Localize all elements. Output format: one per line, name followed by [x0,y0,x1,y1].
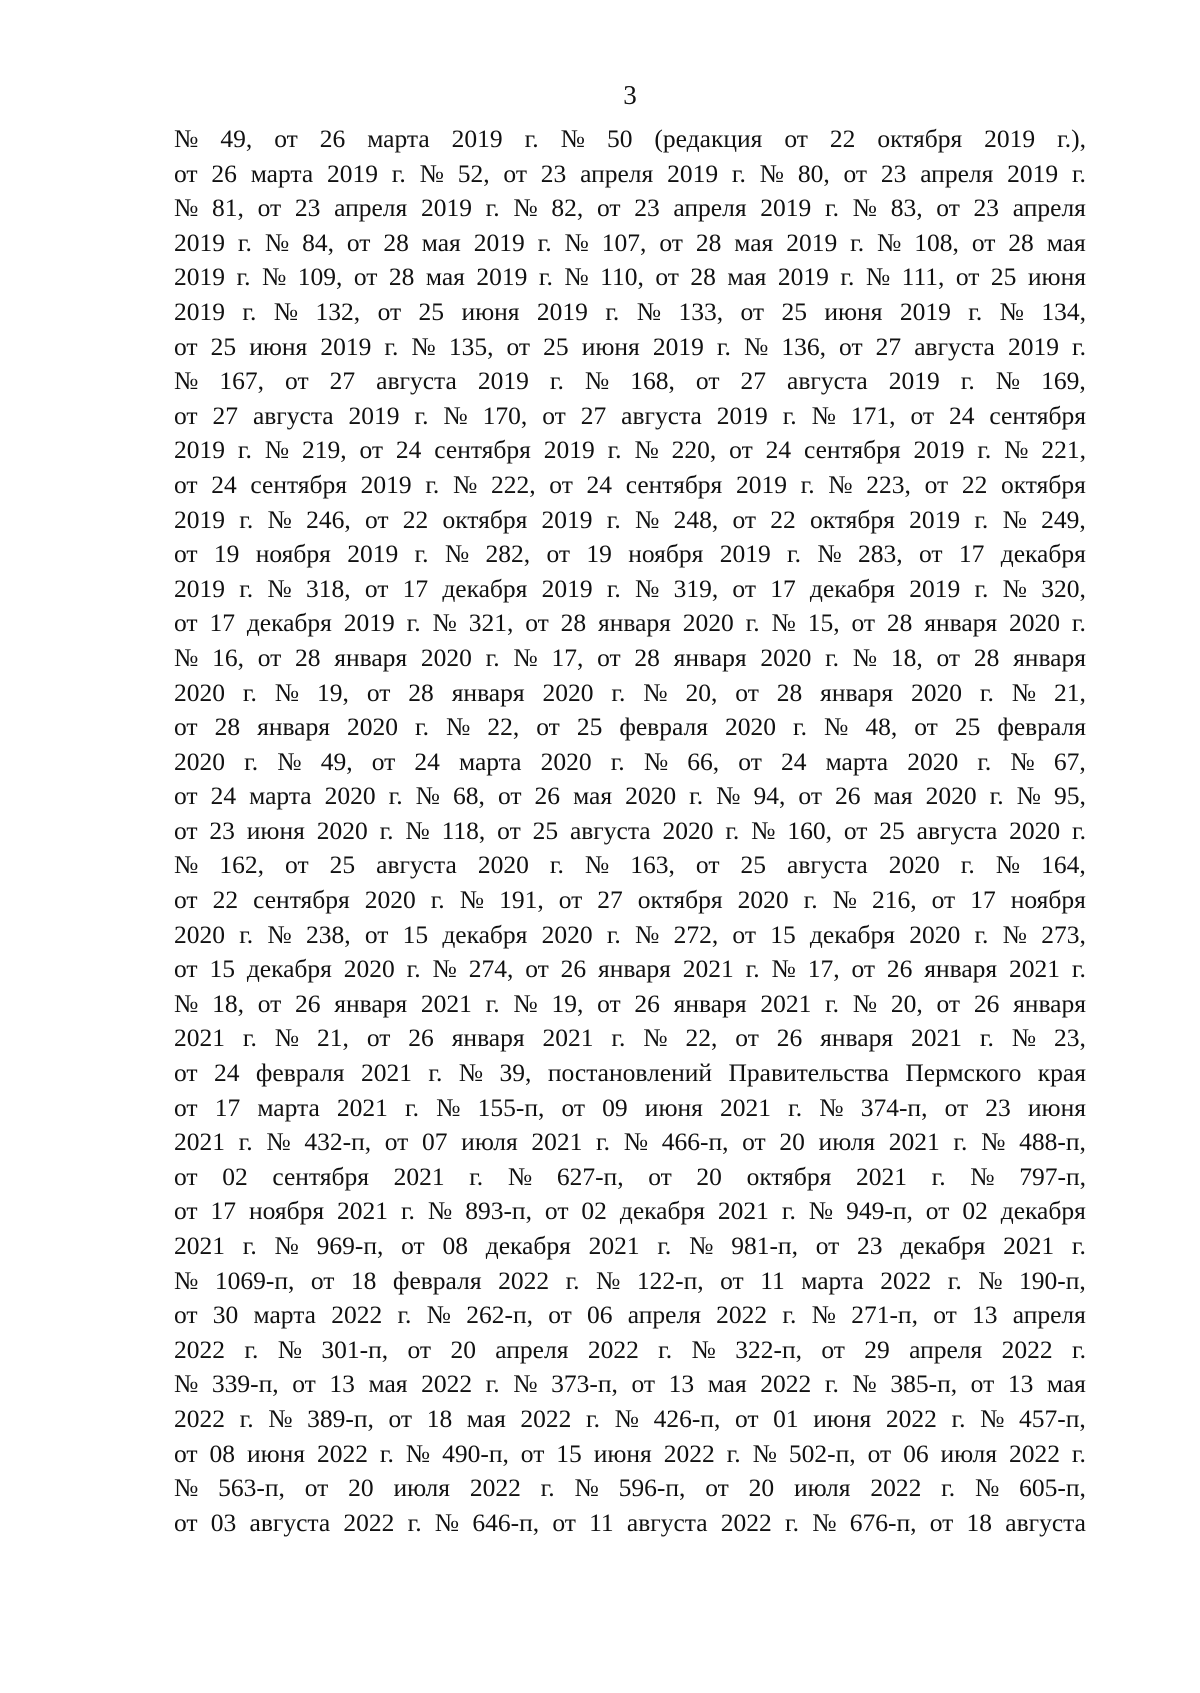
text-line: от 30 марта 2022 г. № 262-п, от 06 апреля 2022 г. № 271-п, от 13 апреля [174,1300,1086,1330]
text-line: № 1069-п, от 18 февраля 2022 г. № 122-п, от 11 марта 2022 г. № 190-п, [174,1265,1086,1295]
text-line: от 03 августа 2022 г. № 646-п, от 11 августа 2022 г. № 676-п, от 18 августа [174,1507,1086,1537]
text-line: № 162, от 25 августа 2020 г. № 163, от 25 августа 2020 г. № 164, [174,850,1086,880]
text-line: от 25 июня 2019 г. № 135, от 25 июня 2019 г. № 136, от 27 августа 2019 г. [174,331,1086,361]
text-line: 2021 г. № 969-п, от 08 декабря 2021 г. № 981-п, от 23 декабря 2021 г. [174,1231,1086,1260]
text-line: № 167, от 27 августа 2019 г. № 168, от 27 августа 2019 г. № 169, [174,366,1086,396]
text-line: от 15 декабря 2020 г. № 274, от 26 января 2021 г. № 17, от 26 января 2021 г. [174,954,1086,984]
text-line: от 27 августа 2019 г. № 170, от 27 августа 2019 г. № 171, от 24 сентября [174,400,1086,430]
text-line: № 81, от 23 апреля 2019 г. № 82, от 23 апреля 2019 г. № 83, от 23 апреля [174,193,1086,223]
text-line: от 28 января 2020 г. № 22, от 25 февраля 2020 г. № 48, от 25 февраля [174,712,1086,742]
text-line: от 17 марта 2021 г. № 155-п, от 09 июня 2021 г. № 374-п, от 23 июня [174,1092,1086,1122]
text-line: 2019 г. № 109, от 28 мая 2019 г. № 110, от 28 мая 2019 г. № 111, от 25 июня [174,262,1086,292]
text-line: 2019 г. № 132, от 25 июня 2019 г. № 133, от 25 июня 2019 г. № 134, [174,296,1086,326]
text-line: от 19 ноября 2019 г. № 282, от 19 ноября 2019 г. № 283, от 17 декабря [174,539,1086,569]
body-text [174,122,1086,1540]
text-line: 2019 г. № 246, от 22 октября 2019 г. № 248, от 22 октября 2019 г. № 249, [174,504,1086,534]
text-line: 2022 г. № 389-п, от 18 мая 2022 г. № 426-п, от 01 июня 2022 г. № 457-п, [174,1403,1086,1433]
text-line: 2020 г. № 49, от 24 марта 2020 г. № 66, от 24 марта 2020 г. № 67, [174,746,1086,776]
text-line: № 49, от 26 марта 2019 г. № 50 (редакция от 22 октября 2019 г.), [174,124,1086,153]
text-line: 2021 г. № 21, от 26 января 2021 г. № 22, от 26 января 2021 г. № 23, [174,1023,1086,1053]
text-line: 2019 г. № 84, от 28 мая 2019 г. № 107, от 28 мая 2019 г. № 108, от 28 мая [174,227,1086,257]
text-line: от 17 декабря 2019 г. № 321, от 28 января 2020 г. № 15, от 28 января 2020 г. [174,608,1086,638]
text-line: № 563-п, от 20 июля 2022 г. № 596-п, от 20 июля 2022 г. № 605-п, [174,1473,1086,1503]
text-line: от 22 сентября 2020 г. № 191, от 27 октября 2020 г. № 216, от 17 ноября [174,885,1086,915]
text-line: от 23 июня 2020 г. № 118, от 25 августа 2020 г. № 160, от 25 августа 2020 г. [174,815,1086,845]
text-line: № 339-п, от 13 мая 2022 г. № 373-п, от 13 мая 2022 г. № 385-п, от 13 мая [174,1369,1086,1399]
text-line: от 24 февраля 2021 г. № 39, постановлений Правительства Пермского края [174,1058,1086,1088]
text-line: 2019 г. № 219, от 24 сентября 2019 г. № 220, от 24 сентября 2019 г. № 221, [174,435,1086,465]
text-line: 2022 г. № 301-п, от 20 апреля 2022 г. № 322-п, от 29 апреля 2022 г. [174,1334,1086,1364]
text-line: 2019 г. № 318, от 17 декабря 2019 г. № 319, от 17 декабря 2019 г. № 320, [174,573,1086,603]
text-line: от 17 ноября 2021 г. № 893-п, от 02 декабря 2021 г. № 949-п, от 02 декабря [174,1196,1086,1226]
text-line: от 02 сентября 2021 г. № 627-п, от 20 октября 2021 г. № 797-п, [174,1161,1086,1191]
text-line: от 08 июня 2022 г. № 490-п, от 15 июня 2022 г. № 502-п, от 06 июля 2022 г. [174,1438,1086,1468]
text-line: от 24 марта 2020 г. № 68, от 26 мая 2020 г. № 94, от 26 мая 2020 г. № 95, [174,781,1086,811]
text-line: от 26 марта 2019 г. № 52, от 23 апреля 2019 г. № 80, от 23 апреля 2019 г. [174,158,1086,188]
text-line: 2020 г. № 238, от 15 декабря 2020 г. № 272, от 15 декабря 2020 г. № 273, [174,919,1086,949]
text-line: № 16, от 28 января 2020 г. № 17, от 28 января 2020 г. № 18, от 28 января [174,642,1086,672]
text-line: № 18, от 26 января 2021 г. № 19, от 26 января 2021 г. № 20, от 26 января [174,988,1086,1018]
text-line: от 24 сентября 2019 г. № 222, от 24 сентября 2019 г. № 223, от 22 октября [174,469,1086,499]
text-line: 2021 г. № 432-п, от 07 июля 2021 г. № 466-п, от 20 июля 2021 г. № 488-п, [174,1127,1086,1157]
page-number: 3 [623,80,637,110]
text-line: 2020 г. № 19, от 28 января 2020 г. № 20, от 28 января 2020 г. № 21, [174,677,1086,707]
